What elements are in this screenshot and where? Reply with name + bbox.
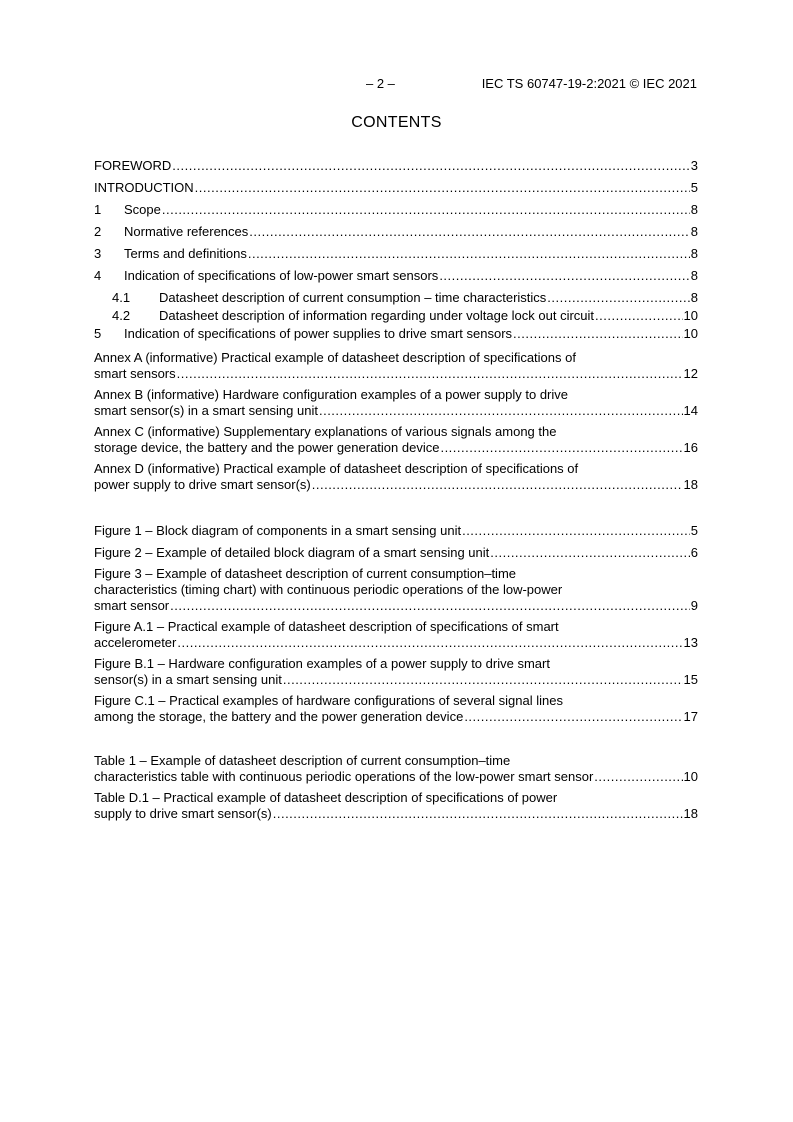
- toc-entry-text: Figure B.1 – Hardware configuration examples of a power supply to drive smart: [94, 656, 550, 671]
- toc-page-number: 5: [690, 523, 698, 538]
- toc-entry-4-1[interactable]: [94, 290, 698, 306]
- toc-entry-text: Figure 2 – Example of detailed block diagram of a smart sensing unit: [94, 545, 490, 560]
- toc-page-number: 9: [690, 598, 698, 613]
- toc-entry-scope[interactable]: [94, 202, 698, 218]
- toc-entry-text: FOREWORD: [94, 158, 172, 173]
- toc-page-number: 5: [690, 180, 698, 195]
- leader-dots: [273, 806, 683, 822]
- toc-section-number: 1: [94, 202, 102, 217]
- toc-page-number: 13: [683, 635, 698, 650]
- toc-page-number: 3: [690, 158, 698, 173]
- leader-dots: [440, 440, 682, 456]
- toc-entry-text-cont: characteristics (timing chart) with continuous periodic operations of the low-power: [94, 582, 563, 597]
- leader-dots: [249, 224, 689, 240]
- toc-entry-terms-definitions[interactable]: [94, 246, 698, 262]
- toc-entry-text: Table D.1 – Practical example of datasheet description of specifications of power: [94, 790, 558, 805]
- toc-entry-table-1[interactable]: [94, 753, 698, 785]
- toc-entry-table-d1[interactable]: [94, 790, 698, 822]
- toc-entry-foreword[interactable]: [94, 158, 698, 174]
- toc-entry-indication-sensors[interactable]: [94, 268, 698, 284]
- leader-dots: [172, 158, 689, 174]
- toc-section-number: 4: [94, 268, 102, 283]
- leader-dots: [464, 709, 682, 725]
- toc-page-number: 17: [683, 709, 698, 724]
- toc-page-number: 10: [683, 769, 698, 784]
- toc-page-number: 10: [683, 326, 698, 341]
- toc-entry-text-cont: smart sensor: [94, 598, 170, 613]
- toc-entry-figure-2[interactable]: [94, 545, 698, 561]
- leader-dots: [248, 246, 690, 262]
- document-id: IEC TS 60747-19-2:2021 © IEC 2021: [481, 76, 697, 91]
- page-number: – 2 –: [366, 76, 395, 91]
- toc-page-number: 6: [690, 545, 698, 560]
- leader-dots: [177, 635, 682, 651]
- leader-dots: [312, 477, 683, 493]
- leader-dots: [283, 672, 683, 688]
- toc-entry-text: Normative references: [124, 224, 249, 239]
- toc-entry-text-cont: smart sensor(s) in a smart sensing unit: [94, 403, 318, 418]
- toc-section-number: 4.2: [112, 308, 131, 323]
- toc-entry-text: Annex C (informative) Supplementary explanations of various signals among the: [94, 424, 557, 439]
- leader-dots: [319, 403, 683, 419]
- toc-entry-indication-power-supplies[interactable]: [94, 326, 698, 342]
- toc-entry-text: Annex A (informative) Practical example of datasheet description of specifications of: [94, 350, 576, 365]
- toc-entry-figure-c1[interactable]: [94, 693, 698, 725]
- toc-entry-text-cont: accelerometer: [94, 635, 177, 650]
- leader-dots: [170, 598, 690, 614]
- toc-entry-text: Figure A.1 – Practical example of datasheet description of specifications of smart: [94, 619, 559, 634]
- toc-sections: [94, 158, 698, 342]
- toc-entry-text: Annex D (informative) Practical example of datasheet description of specifications of: [94, 461, 579, 476]
- toc-entry-annex-b[interactable]: [94, 387, 698, 419]
- toc-annexes: [94, 350, 698, 493]
- toc-page-number: 10: [683, 308, 698, 323]
- toc-entry-text: Table 1 – Example of datasheet description of current consumption–time: [94, 753, 511, 768]
- toc-entry-figure-3[interactable]: [94, 566, 698, 614]
- toc-entry-text-cont: among the storage, the battery and the power generation device: [94, 709, 464, 724]
- page-header: [94, 76, 697, 94]
- toc-page-number: 8: [690, 202, 698, 217]
- leader-dots: [594, 769, 682, 785]
- toc-page-number: 15: [683, 672, 698, 687]
- toc-page-number: 8: [690, 268, 698, 283]
- toc-page-number: 8: [690, 290, 698, 305]
- toc-page-number: 16: [683, 440, 698, 455]
- toc-entry-text: Terms and definitions: [124, 246, 247, 261]
- leader-dots: [162, 202, 690, 218]
- toc-page-number: 18: [683, 806, 698, 821]
- toc-entry-introduction[interactable]: [94, 180, 698, 196]
- toc-page-number: 8: [690, 224, 698, 239]
- toc-entry-annex-a[interactable]: [94, 350, 698, 382]
- toc-tables: [94, 753, 698, 822]
- toc-section-number: 2: [94, 224, 102, 239]
- contents-title: CONTENTS: [351, 114, 442, 131]
- toc-page-number: 12: [683, 366, 698, 381]
- leader-dots: [595, 308, 683, 324]
- toc-entry-text: Indication of specifications of power supplies to drive smart sensors: [124, 326, 513, 341]
- leader-dots: [513, 326, 683, 342]
- toc-entry-text: Figure C.1 – Practical examples of hardware configurations of several signal lines: [94, 693, 563, 708]
- toc-entry-figure-a1[interactable]: [94, 619, 698, 651]
- leader-dots: [547, 290, 689, 306]
- toc-section-number: 5: [94, 326, 102, 341]
- toc-figures: [94, 523, 698, 725]
- toc-entry-text-cont: power supply to drive smart sensor(s): [94, 477, 311, 492]
- toc-entry-text: Datasheet description of current consumption – time characteristics: [159, 290, 547, 305]
- leader-dots: [195, 180, 690, 196]
- toc-entry-annex-d[interactable]: [94, 461, 698, 493]
- toc-section-number: 3: [94, 246, 102, 261]
- toc-entry-text-cont: smart sensors: [94, 366, 176, 381]
- toc-entry-figure-1[interactable]: [94, 523, 698, 539]
- toc-page-number: 18: [683, 477, 698, 492]
- toc-entry-4-2[interactable]: [94, 308, 698, 324]
- toc-entry-figure-b1[interactable]: [94, 656, 698, 688]
- toc-section-number: 4.1: [112, 290, 131, 305]
- toc-entry-text: Figure 3 – Example of datasheet description of current consumption–time: [94, 566, 517, 581]
- toc-entry-text: Figure 1 – Block diagram of components in a smart sensing unit: [94, 523, 462, 538]
- toc-entry-text-cont: characteristics table with continuous periodic operations of the low-power smart sensor: [94, 769, 594, 784]
- toc-entry-text-cont: storage device, the battery and the power generation device: [94, 440, 440, 455]
- toc-entry-normative-references[interactable]: [94, 224, 698, 240]
- toc-page-number: 14: [683, 403, 698, 418]
- toc-entry-text: Scope: [124, 202, 161, 217]
- toc-entry-annex-c[interactable]: [94, 424, 698, 456]
- toc-entry-text: Indication of specifications of low-power smart sensors: [124, 268, 439, 283]
- leader-dots: [490, 545, 690, 561]
- toc-entry-text: Annex B (informative) Hardware configuration examples of a power supply to drive: [94, 387, 569, 402]
- toc-entry-text-cont: supply to drive smart sensor(s): [94, 806, 272, 821]
- toc-entry-text: INTRODUCTION: [94, 180, 194, 195]
- leader-dots: [439, 268, 689, 284]
- toc-entry-text: Datasheet description of information regarding under voltage lock out circuit: [159, 308, 595, 323]
- toc-entry-text-cont: sensor(s) in a smart sensing unit: [94, 672, 282, 687]
- leader-dots: [462, 523, 690, 539]
- leader-dots: [177, 366, 683, 382]
- toc-page-number: 8: [690, 246, 698, 261]
